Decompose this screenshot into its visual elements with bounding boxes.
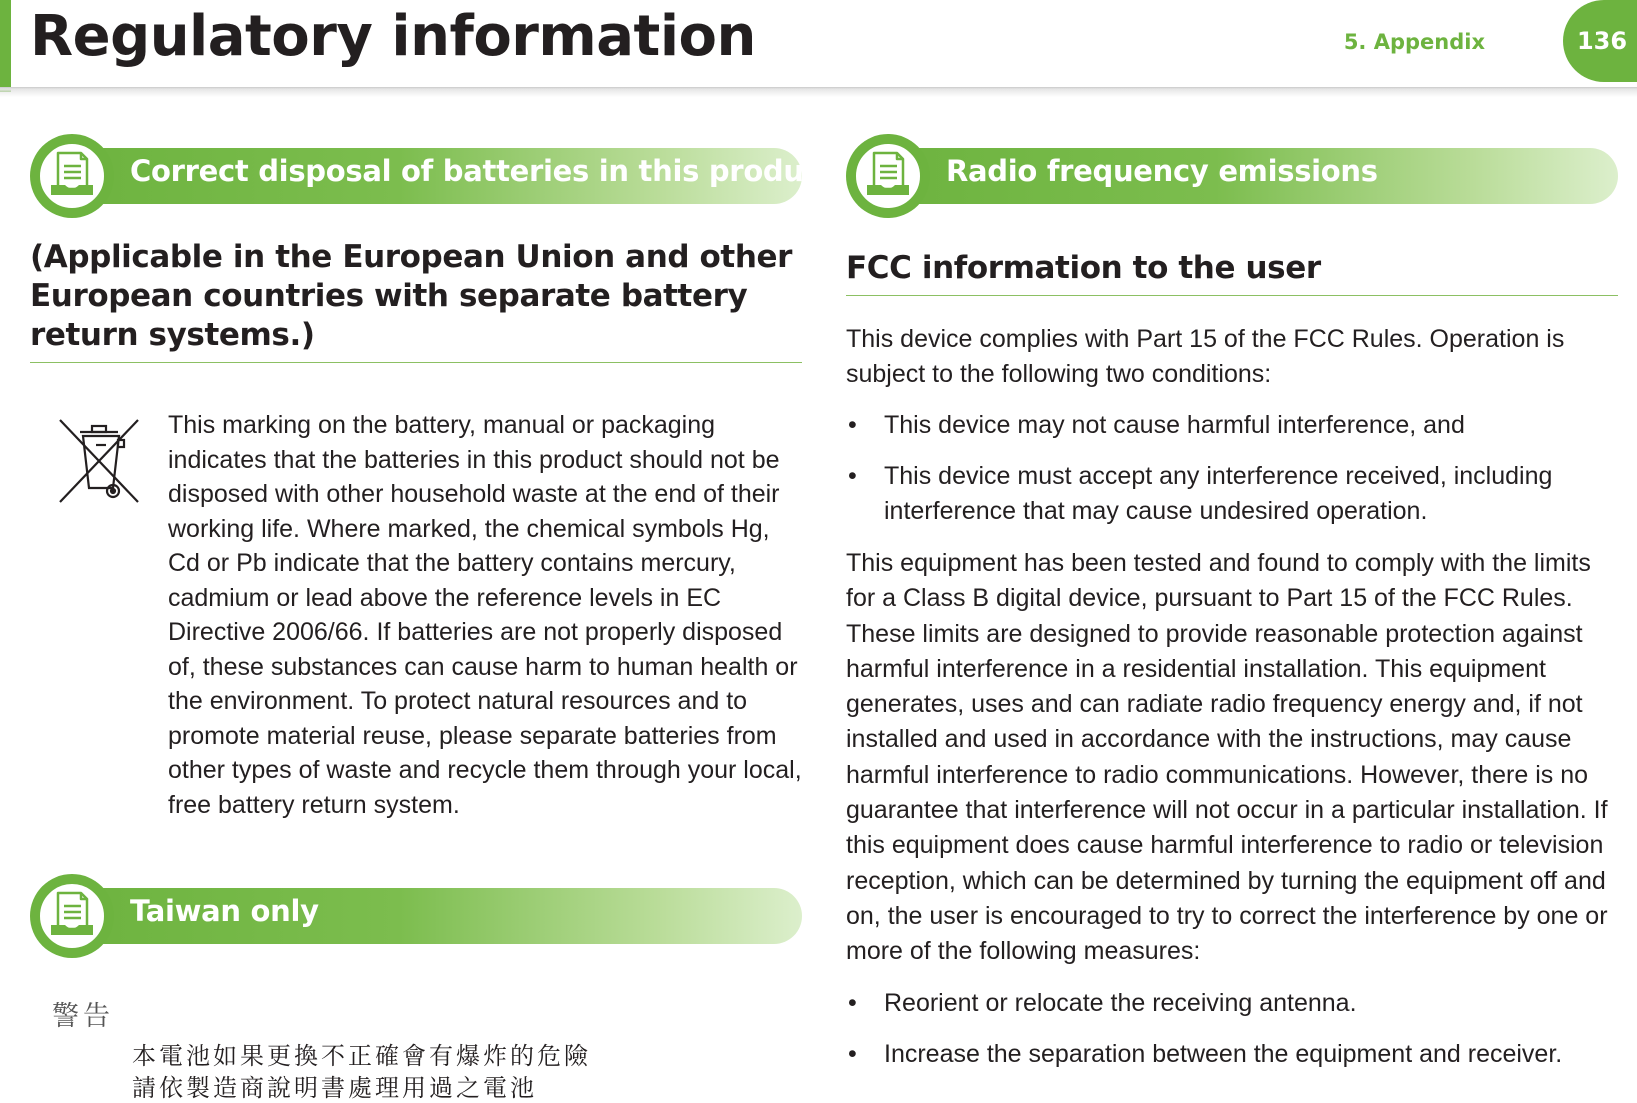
section-header-rf-emissions: [846, 134, 1618, 218]
warning-line-2: 請依製造商說明書處理用過之電池: [132, 1074, 537, 1102]
section-header-taiwan: [30, 874, 802, 958]
chapter-label: 5. Appendix: [1343, 30, 1485, 54]
warning-line-1: 本電池如果更換不正確會有爆炸的危險: [132, 1042, 591, 1070]
subheading-rule: [30, 362, 802, 363]
section-title: Correct disposal of batteries in this product: [130, 154, 835, 188]
crossed-out-wheeled-bin-icon: [58, 418, 140, 506]
page-title: Regulatory information: [30, 4, 756, 69]
warning-title: 警告: [52, 1001, 114, 1032]
header-rule: [0, 87, 1637, 97]
subheading-rule: [846, 295, 1618, 296]
section-disc: [30, 134, 114, 218]
header-accent-bar: [0, 0, 11, 92]
section-title: Radio frequency emissions: [946, 154, 1378, 188]
measure-text: Reorient or relocate the receiving antenna.: [884, 989, 1357, 1017]
section-title: Taiwan only: [130, 894, 319, 928]
condition-text: This device may not cause harmful interference, and: [884, 411, 1465, 439]
fcc-intro: This device complies with Part 15 of the FCC Rules. Operation is subject to the following two conditions:: [846, 325, 1565, 388]
section-header-battery-disposal: [30, 134, 835, 218]
section-disc: [846, 134, 930, 218]
page-number: 136: [1563, 0, 1637, 82]
note-icon: [49, 889, 95, 939]
condition-text: This device must accept any interference received, including interference that may cause undesired operation.: [884, 462, 1553, 525]
section-disc: [30, 874, 114, 958]
measure-text: Increase the separation between the equipment and receiver.: [884, 1040, 1563, 1068]
battery-subheading: (Applicable in the European Union and other European countries with separate battery return systems.): [30, 239, 793, 353]
fcc-subheading: FCC information to the user: [846, 250, 1321, 286]
battery-paragraph: This marking on the battery, manual or packaging indicates that the batteries in this product should not be disposed with other household waste at the end of their working life. Where marked, the chemical symbols Hg, Cd or Pb indicate that the battery contains mercury, cadmium or lead above the reference levels in EC Directive 2006/66. If batteries are not properly disposed of, these substances can cause harm to human health or the environment. To protect natural resources and to promote material reuse, please separate batteries from other types of waste and recycle them through your local, free battery return system.: [168, 411, 802, 819]
fcc-paragraph: This equipment has been tested and found to comply with the limits for a Class B digital device, pursuant to Part 15 of the FCC Rules. These limits are designed to provide reasonable protection against harmful interference in a residential installation. This equipment generates, uses and can radiate radio frequency energy and, if not installed and used in accordance with the instructions, may cause harmful interference to radio communications. However, there is no guarantee that interference will not occur in a particular installation. If this equipment does cause harmful interference to radio or television reception, which can be determined by turning the equipment off and on, the user is encouraged to try to correct the interference by one or more of the following measures:: [846, 549, 1608, 966]
note-icon: [49, 149, 95, 199]
note-icon: [865, 149, 911, 199]
